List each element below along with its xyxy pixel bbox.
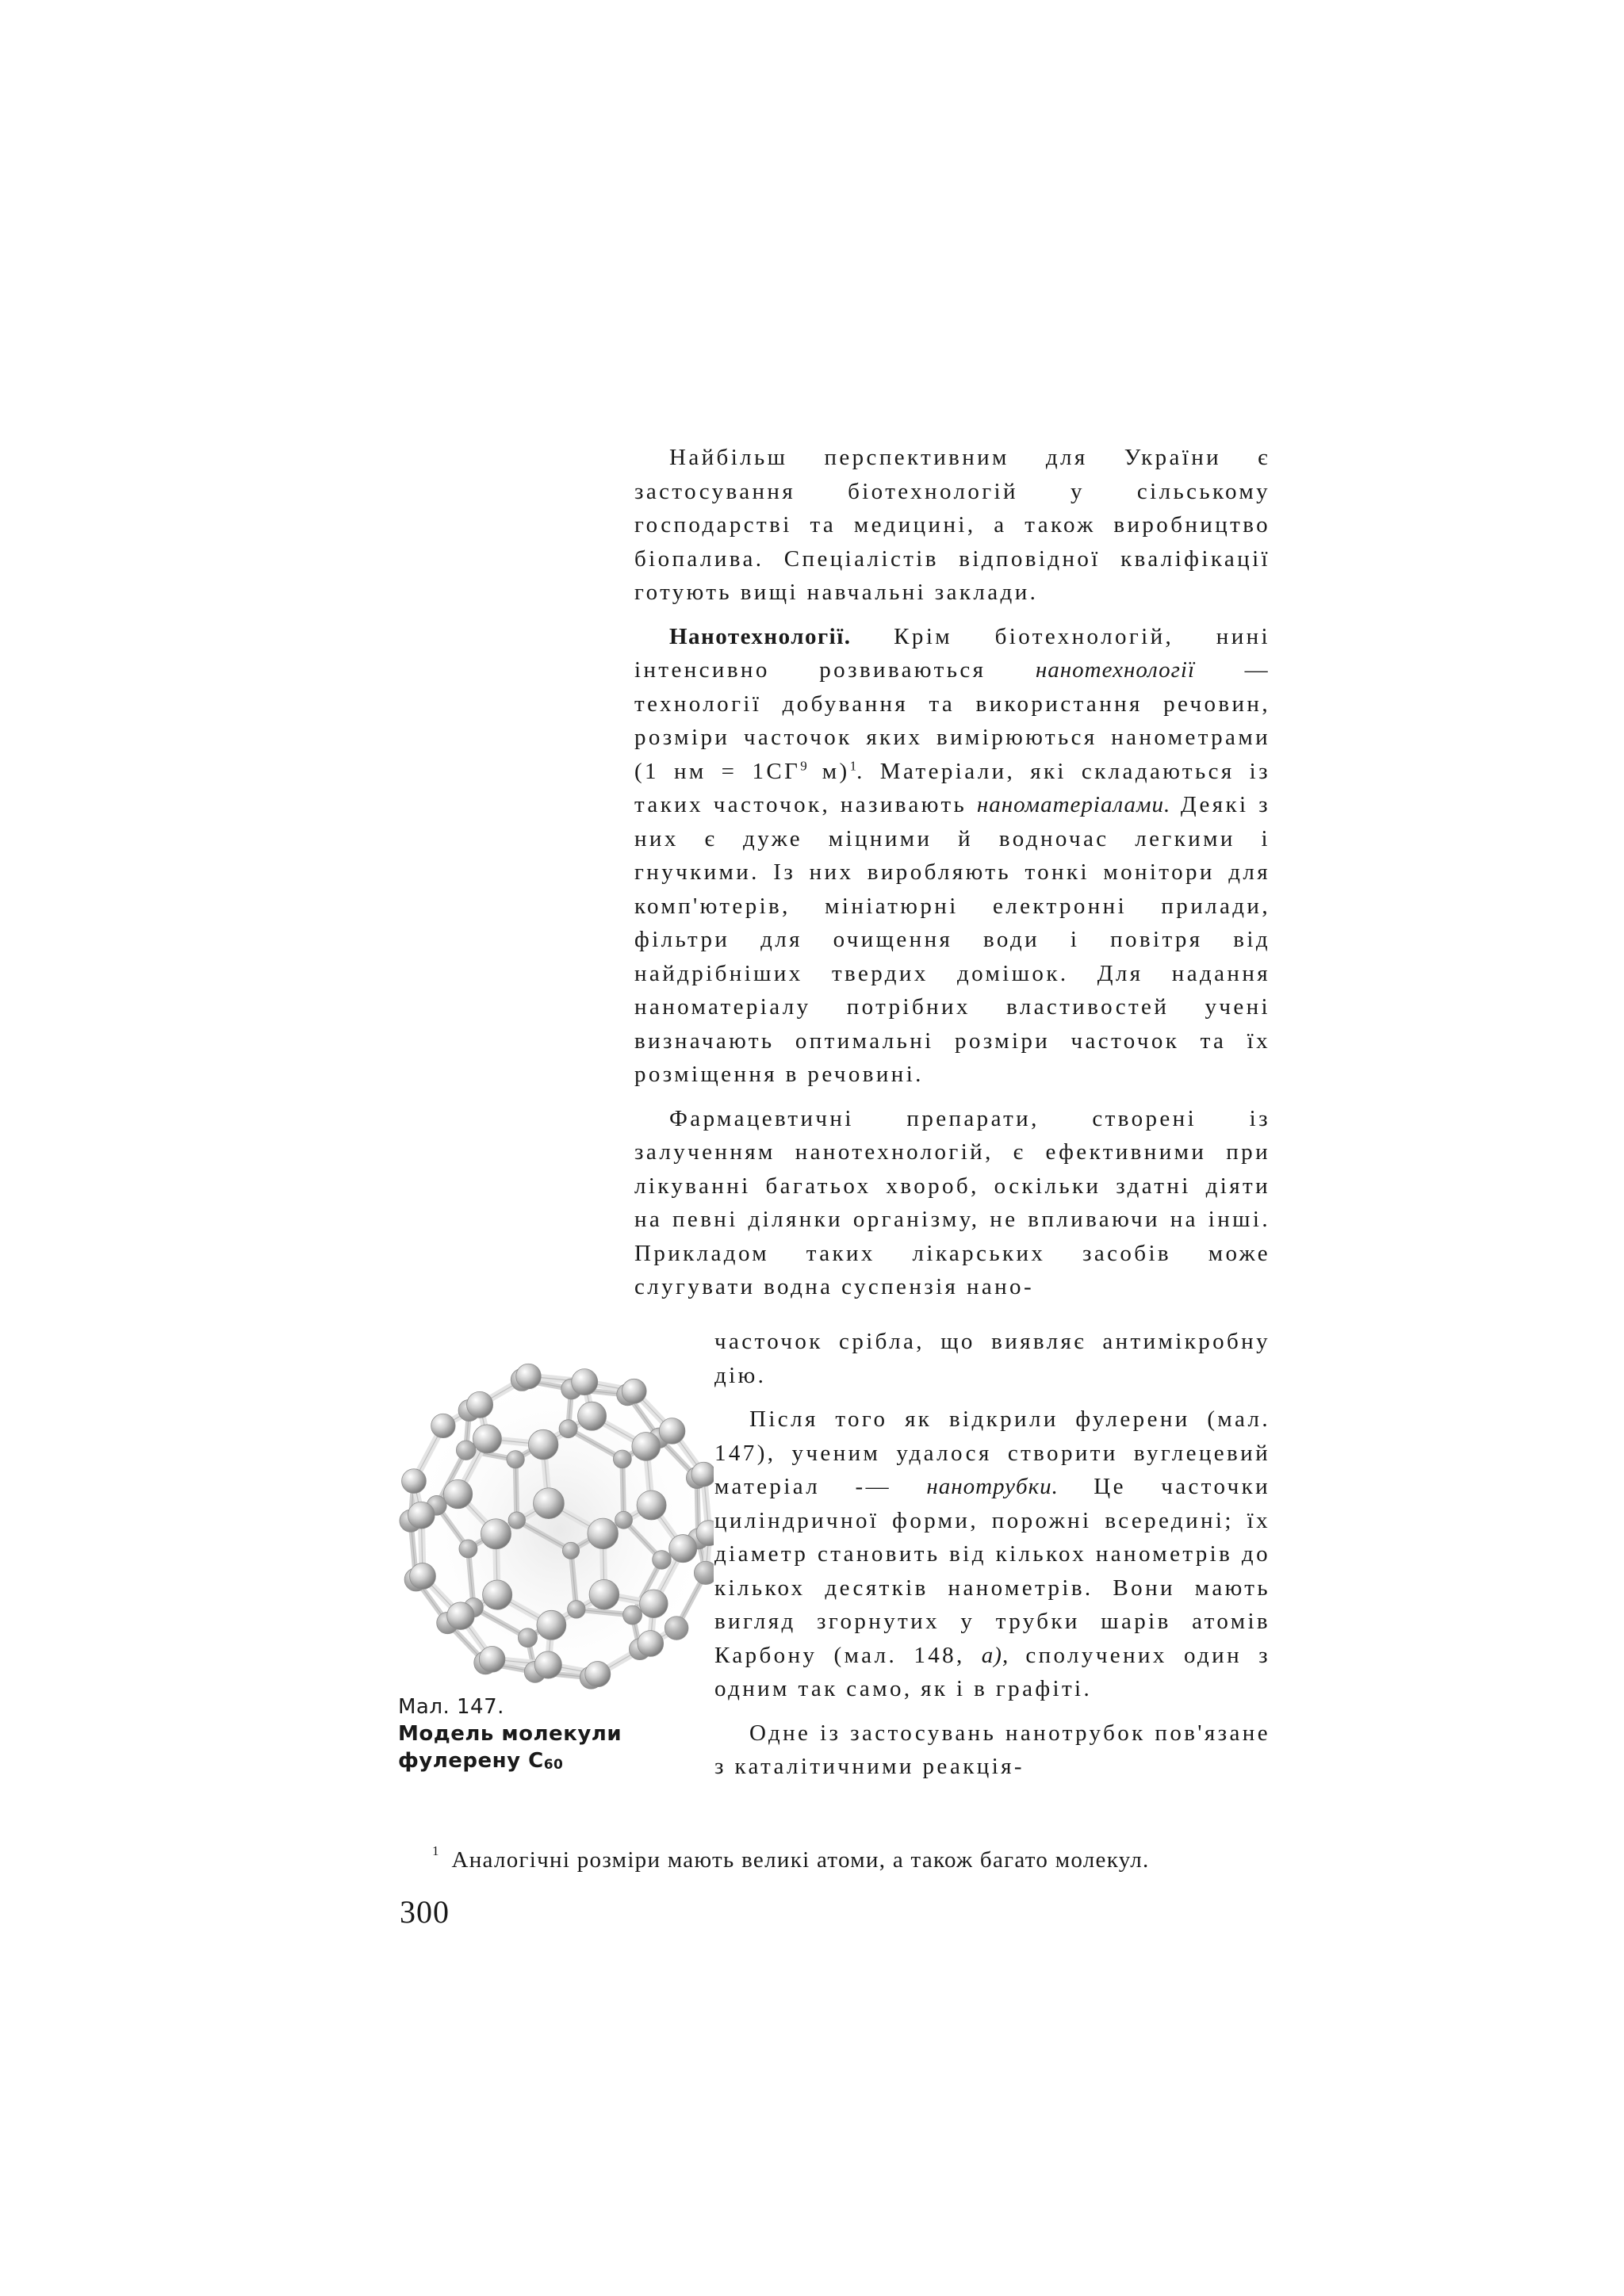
carbon-atom <box>534 1651 561 1678</box>
term-nanomaterials: наноматеріалами. <box>976 792 1171 817</box>
text-run: Це часточки циліндричної форми, порожні всередині; їх діаметр становить від кількох нанометрів до кількох десятків нанометрів. Вони мають вигляд згорнутих у трубки шарів атомів Карбону (мал. 148, <box>714 1474 1270 1668</box>
paragraph-nanotubes <box>714 1402 1270 1706</box>
text-run: — технології добування та використання речовин, розміри часточок яких вимірюються нанометрами (1 нм = 1СГ <box>634 657 1270 784</box>
figure-title <box>398 1720 636 1778</box>
carbon-atom <box>585 1662 611 1687</box>
carbon-atom <box>669 1535 697 1563</box>
carbon-atom <box>578 1402 607 1430</box>
carbon-atom <box>447 1602 475 1630</box>
exponent: 9 <box>800 757 807 773</box>
carbon-atom <box>640 1590 668 1618</box>
carbon-atom <box>479 1647 505 1673</box>
carbon-atom <box>638 1631 664 1657</box>
carbon-atom <box>483 1580 512 1609</box>
figure-title-subscript: 60 <box>543 1757 564 1773</box>
term-nanotechnologies: нанотехнології <box>1035 657 1196 683</box>
carbon-atom <box>572 1369 598 1395</box>
carbon-atom <box>402 1469 427 1494</box>
text-run: Після того як відкрили фулерени (мал. 147), ученим удалося створити вуглецевий матеріал -— <box>714 1406 1270 1499</box>
paragraph-nanotech <box>634 620 1270 1092</box>
term-nanotubes: нанотрубки. <box>926 1474 1059 1499</box>
carbon-atom <box>443 1479 472 1508</box>
carbon-atom <box>459 1540 477 1558</box>
carbon-atom <box>528 1429 558 1460</box>
section-heading-nanotech: Нанотехнології. <box>669 623 852 649</box>
footnote-reference: 1 <box>849 757 857 773</box>
text-run: Деякі з них є дуже міцними й водночас легкими і гнучкими. Із них виробляють тонкі монітори для комп'ютерів, мініатюрні електронні прилади, фільтри для очищення води і повітря від найдрібніших твердих домішок. Для надання наноматеріалу потрібних властивостей учені визначають оптимальні розміри часточок та їх розміщення в речовині. <box>634 792 1270 1087</box>
text-run: . Матеріали, які складаються із таких часточок, називають <box>634 758 1270 817</box>
narrow-text-column <box>714 1325 1270 1784</box>
carbon-atom <box>534 1488 565 1519</box>
carbon-atom <box>481 1519 511 1549</box>
carbon-atom <box>408 1502 435 1529</box>
carbon-atom <box>694 1561 714 1584</box>
carbon-atom <box>622 1379 646 1403</box>
carbon-atom <box>410 1563 436 1590</box>
paragraph-pharma: Фармацевтичні препарати, створені із залученням нанотехнологій, є ефективними при лікуванні багатьох хвороб, оскільки здатні діяти на певні ділянки організму, не впливаючи на інші. Прикладом таких лікарських засобів може слугувати водна суспензія нано- <box>634 1105 1270 1299</box>
carbon-atom <box>562 1542 579 1559</box>
footnote-mark: 1 <box>432 1843 439 1859</box>
figure-caption <box>398 1693 636 1778</box>
carbon-atom <box>623 1605 642 1624</box>
carbon-atom <box>537 1610 566 1640</box>
carbon-atom <box>431 1414 455 1437</box>
carbon-atom <box>508 1512 525 1529</box>
main-text-column <box>634 441 1270 1304</box>
figure-title-text: Модель молекули фулерену С <box>398 1722 622 1773</box>
paragraph-pharma-continued: часточок срібла, що виявляє антимікробну дію. <box>714 1329 1270 1388</box>
paragraph-biotech: Найбільш перспективним для України є застосування біотехнологій у сільському господарстві та медицині, а також виробництво біопалива. Спеціалістів відповідної кваліфікації готують вищі навчальні заклади. <box>634 445 1270 605</box>
carbon-atom <box>473 1425 501 1453</box>
carbon-atom <box>518 1628 537 1647</box>
figure-part-reference: а), <box>981 1642 1009 1668</box>
carbon-atom <box>691 1462 714 1487</box>
carbon-atom <box>632 1433 661 1461</box>
text-run: сполучених один з одним так само, як і в графіті. <box>714 1642 1270 1701</box>
carbon-atom <box>559 1420 577 1438</box>
page-number: 300 <box>400 1894 450 1930</box>
carbon-atom <box>659 1418 685 1445</box>
figure-number: Мал. 147. <box>398 1695 504 1719</box>
fullerene-c60-model-illustration <box>398 1357 714 1698</box>
carbon-atom <box>456 1441 475 1460</box>
carbon-atom <box>588 1518 619 1549</box>
paragraph-nanotube-applications: Одне із застосувань нанотрубок пов'язане з каталітичними реакція- <box>714 1720 1270 1779</box>
carbon-atom <box>516 1364 542 1389</box>
text-run: Крім біотехнологій, нині інтенсивно розвиваються <box>634 623 1270 683</box>
carbon-atom <box>665 1617 688 1640</box>
carbon-atom <box>467 1391 493 1418</box>
carbon-atom <box>653 1551 672 1570</box>
carbon-atom <box>568 1601 585 1618</box>
footnote-text: Аналогічні розміри мають великі атоми, а також багато молекул. <box>451 1847 1150 1873</box>
footnote <box>432 1843 1273 1874</box>
carbon-atom <box>615 1511 633 1529</box>
text-run: м) <box>806 758 850 784</box>
carbon-atom <box>637 1490 666 1520</box>
carbon-atom <box>589 1579 619 1609</box>
fullerene-figure <box>398 1357 714 1698</box>
carbon-atom <box>507 1451 524 1468</box>
carbon-atom <box>613 1450 631 1468</box>
